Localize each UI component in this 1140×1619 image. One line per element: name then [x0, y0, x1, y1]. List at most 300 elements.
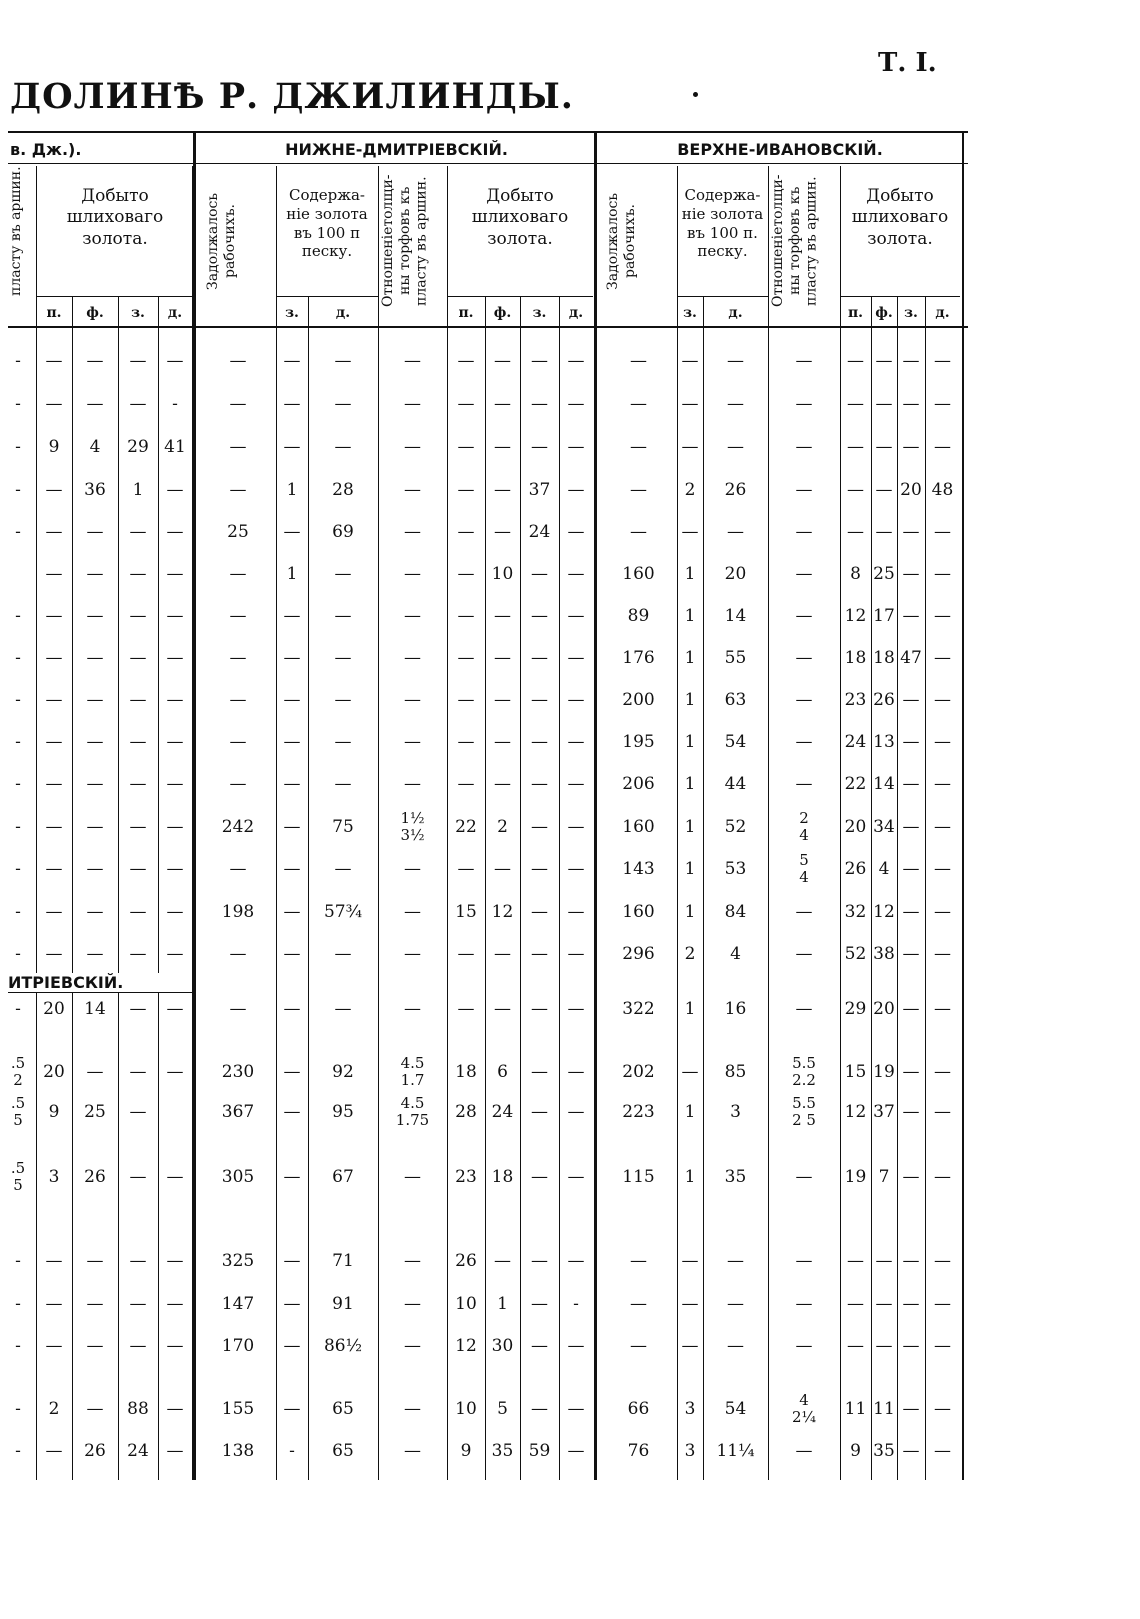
table-cell: 10	[491, 564, 514, 584]
table-cell: —	[334, 606, 352, 626]
table-cell: —	[567, 648, 585, 668]
table-cell: —	[795, 1167, 813, 1187]
table-cell: —	[45, 774, 63, 794]
table-cell: —	[934, 859, 951, 879]
table-cell: —	[404, 732, 421, 752]
table-cell: —	[494, 944, 511, 964]
table-cell: —	[404, 999, 421, 1019]
table-cell: —	[567, 859, 585, 879]
table-cell: —	[727, 1336, 744, 1356]
table-cell: —	[902, 999, 920, 1019]
table-cell: —	[404, 1441, 421, 1461]
table-cell: -	[15, 1441, 21, 1461]
table-cell: —	[166, 1441, 184, 1461]
table-cell: 170	[221, 1336, 255, 1356]
table-cell: 9	[48, 1102, 60, 1122]
table-cell: —	[86, 522, 104, 542]
table-cell: —	[457, 732, 475, 752]
table-cell: —	[494, 351, 511, 371]
table-cell: —	[934, 732, 951, 752]
table-cell: 143	[622, 859, 655, 879]
fraction-cell: 2 4	[799, 809, 809, 844]
table-cell: —	[166, 606, 184, 626]
table-cell: —	[934, 1167, 951, 1187]
table-cell: —	[283, 648, 301, 668]
table-cell: —	[166, 1062, 184, 1082]
table-cell: —	[531, 817, 548, 837]
table-cell: 28	[455, 1102, 477, 1122]
unit-label: ф.	[493, 305, 512, 321]
table-cell: —	[86, 817, 104, 837]
table-cell: 15	[844, 1062, 867, 1082]
table-cell: 66	[627, 1399, 650, 1419]
table-cell: 25	[873, 564, 895, 584]
table-cell: 59	[528, 1441, 551, 1461]
table-cell: 12	[455, 1336, 477, 1356]
table-cell: —	[45, 1294, 63, 1314]
table-cell: —	[166, 774, 184, 794]
col-header-soderzhanie: Содержа- ніе золота въ 100 п. песку.	[681, 186, 764, 261]
table-cell: 9	[850, 1441, 861, 1461]
table-cell: —	[45, 606, 63, 626]
table-cell: —	[129, 564, 147, 584]
table-cell: 2	[684, 480, 696, 500]
table-cell: 44	[724, 774, 747, 794]
section-break-label: ИТРІЕВСКІЙ.	[8, 973, 188, 992]
table-cell: 198	[221, 902, 255, 922]
table-cell: —	[166, 522, 184, 542]
table-cell: 1	[684, 999, 696, 1019]
table-cell: 2	[684, 944, 696, 964]
table-cell: 1	[497, 1294, 508, 1314]
table-cell: —	[494, 1251, 511, 1271]
stray-dot	[693, 92, 698, 97]
table-cell: —	[875, 1336, 893, 1356]
table-cell: —	[681, 437, 699, 457]
table-cell: —	[567, 690, 585, 710]
table-cell: —	[875, 1294, 893, 1314]
group-heading: ВЕРХНЕ-ИВАНОВСКІЙ.	[677, 140, 883, 159]
table-cell: —	[567, 564, 585, 584]
unit-label: ф.	[875, 305, 893, 321]
table-cell: —	[129, 1062, 147, 1082]
table-cell: 202	[622, 1062, 655, 1082]
table-cell: —	[531, 774, 548, 794]
table-cell: —	[531, 1102, 548, 1122]
table-cell: 20	[844, 817, 867, 837]
table-cell: —	[229, 351, 247, 371]
table-cell: —	[457, 999, 475, 1019]
table-cell: 155	[221, 1399, 255, 1419]
table-cell: 23	[455, 1167, 477, 1187]
rule-line	[8, 131, 968, 133]
table-cell: —	[129, 394, 147, 414]
table-cell: 14	[84, 999, 106, 1019]
table-cell: —	[283, 1336, 301, 1356]
table-cell: —	[934, 564, 951, 584]
table-cell: —	[457, 859, 475, 879]
table-cell: —	[630, 351, 647, 371]
table-cell: —	[229, 606, 247, 626]
table-cell: —	[681, 522, 699, 542]
table-cell: —	[531, 1294, 548, 1314]
table-cell: —	[129, 522, 147, 542]
table-cell: 55	[724, 648, 747, 668]
table-cell: —	[567, 1336, 585, 1356]
table-cell: 85	[724, 1062, 747, 1082]
table-cell: 63	[724, 690, 747, 710]
table-cell: —	[166, 564, 184, 584]
table-cell: 52	[844, 944, 867, 964]
unit-label: д.	[935, 305, 950, 321]
table-cell: -	[15, 902, 21, 922]
fraction-cell: 5 4	[799, 851, 809, 886]
table-cell: —	[129, 774, 147, 794]
table-cell: 38	[873, 944, 895, 964]
table-cell: —	[630, 394, 647, 414]
table-cell: —	[45, 902, 63, 922]
table-cell: —	[283, 1167, 301, 1187]
col-header-soderzhanie: Содержа- ніе золота въ 100 п песку.	[286, 186, 368, 261]
table-cell: —	[404, 564, 421, 584]
table-cell: 24	[528, 522, 551, 542]
table-cell: —	[795, 522, 813, 542]
table-cell: —	[334, 394, 352, 414]
table-cell: —	[795, 902, 813, 922]
table-cell: —	[795, 774, 813, 794]
table-cell: —	[283, 1102, 301, 1122]
fraction-cell: .5 5	[10, 1094, 26, 1129]
table-cell: —	[847, 1336, 864, 1356]
table-cell: —	[630, 480, 647, 500]
table-cell: —	[404, 690, 421, 710]
table-cell: 20	[873, 999, 895, 1019]
table-cell: 12	[491, 902, 514, 922]
table-cell: 12	[873, 902, 895, 922]
table-cell: —	[283, 902, 301, 922]
table-cell: —	[902, 1336, 920, 1356]
fraction-cell: 4.5 1.75	[395, 1094, 430, 1129]
table-cell: 92	[332, 1062, 354, 1082]
table-cell: 1	[684, 690, 696, 710]
table-cell: 26	[873, 690, 895, 710]
table-cell: 8	[850, 564, 861, 584]
table-cell: —	[283, 859, 301, 879]
table-cell: —	[166, 732, 184, 752]
table-cell: —	[902, 690, 920, 710]
table-cell: —	[45, 351, 63, 371]
table-cell: —	[334, 437, 352, 457]
table-cell: 16	[724, 999, 747, 1019]
table-cell: —	[494, 859, 511, 879]
table-cell: —	[902, 1399, 920, 1419]
table-cell: —	[531, 606, 548, 626]
table-cell: —	[567, 394, 585, 414]
table-cell: —	[86, 732, 104, 752]
rule-line	[8, 326, 968, 328]
col-header-otnoshenie: Отношеніетолщи- ны торфовъ къ пласту въ аршин.	[380, 174, 430, 308]
table-cell: —	[934, 606, 951, 626]
table-cell: 1	[684, 902, 696, 922]
table-cell: 115	[622, 1167, 655, 1187]
table-cell: —	[86, 648, 104, 668]
table-cell: —	[404, 648, 421, 668]
table-cell: —	[457, 437, 475, 457]
table-cell: —	[404, 480, 421, 500]
table-cell: —	[86, 1336, 104, 1356]
table-cell: —	[404, 394, 421, 414]
table-cell: 1	[684, 1167, 696, 1187]
unit-label: з.	[285, 305, 299, 321]
table-cell: —	[567, 606, 585, 626]
table-cell: 14	[873, 774, 895, 794]
table-cell: —	[334, 859, 352, 879]
table-cell: —	[531, 1062, 548, 1082]
table-cell: —	[531, 1399, 548, 1419]
table-cell: —	[875, 480, 893, 500]
table-cell: —	[902, 1251, 920, 1271]
table-cell: —	[45, 564, 63, 584]
rule-line	[8, 992, 192, 993]
table-cell: —	[494, 437, 511, 457]
table-cell: —	[902, 606, 920, 626]
table-cell: —	[457, 522, 475, 542]
table-cell: 160	[622, 902, 655, 922]
table-cell: —	[847, 480, 864, 500]
table-cell: 35	[724, 1167, 747, 1187]
fraction-cell: .5 2	[10, 1054, 26, 1089]
table-cell: —	[795, 564, 813, 584]
table-cell: 26	[455, 1251, 477, 1271]
table-cell: 1	[684, 817, 696, 837]
table-cell: 1	[286, 564, 298, 584]
table-cell: —	[531, 1251, 548, 1271]
table-cell: —	[129, 648, 147, 668]
table-cell: —	[567, 774, 585, 794]
table-cell: —	[334, 564, 352, 584]
table-cell: 65	[332, 1399, 354, 1419]
table-cell: —	[531, 351, 548, 371]
table-cell: —	[630, 1294, 647, 1314]
table-cell: 1	[684, 859, 696, 879]
table-cell: —	[283, 944, 301, 964]
table-cell: —	[86, 606, 104, 626]
table-cell: -	[15, 859, 21, 879]
table-cell: —	[229, 394, 247, 414]
table-cell: 48	[931, 480, 954, 500]
table-cell: —	[567, 902, 585, 922]
table-cell: —	[795, 1251, 813, 1271]
table-cell: 325	[221, 1251, 255, 1271]
table-cell: 24	[491, 1102, 514, 1122]
table-cell: —	[727, 351, 744, 371]
table-cell: —	[129, 902, 147, 922]
table-cell: —	[934, 1294, 951, 1314]
table-cell: —	[457, 690, 475, 710]
table-cell: 1	[286, 480, 298, 500]
table-cell: 3	[730, 1102, 741, 1122]
column-line	[594, 131, 597, 1480]
table-cell: 24	[127, 1441, 149, 1461]
group-heading: НИЖНЕ-ДМИТРІЕВСКІЙ.	[285, 140, 508, 159]
table-cell: 23	[844, 690, 867, 710]
table-cell: —	[567, 1062, 585, 1082]
table-cell: —	[229, 999, 247, 1019]
table-cell: —	[494, 522, 511, 542]
table-cell: —	[934, 648, 951, 668]
table-cell: —	[795, 648, 813, 668]
table-cell: —	[494, 648, 511, 668]
table-cell: —	[531, 564, 548, 584]
table-cell: 19	[844, 1167, 867, 1187]
table-cell: 200	[622, 690, 655, 710]
table-cell: —	[727, 522, 744, 542]
table-cell: —	[567, 1102, 585, 1122]
table-cell: —	[404, 944, 421, 964]
table-cell: —	[727, 394, 744, 414]
table-cell: —	[795, 1294, 813, 1314]
table-cell: —	[86, 1294, 104, 1314]
table-cell: —	[334, 732, 352, 752]
table-cell: —	[166, 1167, 184, 1187]
table-cell: —	[283, 1062, 301, 1082]
table-cell: 89	[627, 606, 650, 626]
table-cell: —	[45, 480, 63, 500]
table-cell: 19	[873, 1062, 895, 1082]
table-cell: —	[334, 944, 352, 964]
table-cell: —	[457, 351, 475, 371]
table-cell: 11	[873, 1399, 895, 1419]
table-cell: 12	[844, 606, 867, 626]
table-cell: —	[727, 1251, 744, 1271]
table-cell: -	[15, 732, 21, 752]
table-cell: —	[404, 859, 421, 879]
table-cell: 57¾	[323, 902, 363, 922]
table-cell: —	[404, 606, 421, 626]
table-cell: —	[229, 437, 247, 457]
table-cell: 1	[684, 1102, 696, 1122]
table-cell: —	[934, 522, 951, 542]
table-cell: —	[86, 1062, 104, 1082]
table-cell: 76	[627, 1441, 650, 1461]
table-cell: —	[934, 437, 951, 457]
table-cell: —	[934, 1062, 951, 1082]
table-cell: —	[902, 859, 920, 879]
table-cell: —	[630, 522, 647, 542]
table-cell: —	[166, 690, 184, 710]
table-cell: —	[795, 394, 813, 414]
column-line	[193, 131, 196, 1480]
unit-label: п.	[847, 305, 864, 321]
table-cell: —	[902, 944, 920, 964]
col-header-otnoshenie: Отношеніетолщи- ны торфовъ къ пласту въ аршин.	[770, 174, 820, 308]
table-cell: 305	[221, 1167, 255, 1187]
table-cell: 11	[844, 1399, 867, 1419]
table-cell: 9	[48, 437, 60, 457]
table-cell: —	[630, 1251, 647, 1271]
table-cell: —	[875, 437, 893, 457]
table-cell: —	[934, 944, 951, 964]
fraction-cell: 5.5 2.2	[792, 1054, 816, 1089]
table-cell: —	[45, 817, 63, 837]
table-cell: 176	[622, 648, 655, 668]
table-cell: —	[45, 859, 63, 879]
table-cell: —	[902, 522, 920, 542]
table-cell: -	[15, 1251, 21, 1271]
table-cell: —	[404, 437, 421, 457]
table-cell: —	[727, 1294, 744, 1314]
table-cell: —	[129, 817, 147, 837]
table-cell: -	[289, 1441, 295, 1461]
table-cell: —	[129, 690, 147, 710]
table-cell: 20	[43, 999, 65, 1019]
table-cell: —	[795, 437, 813, 457]
table-cell: 24	[844, 732, 867, 752]
table-cell: —	[166, 859, 184, 879]
table-cell: —	[45, 1251, 63, 1271]
table-cell: —	[494, 999, 511, 1019]
table-cell: 9	[460, 1441, 472, 1461]
rule-line	[8, 163, 968, 164]
table-cell: 4	[89, 437, 101, 457]
table-cell: 26	[724, 480, 747, 500]
table-cell: —	[45, 1441, 63, 1461]
table-cell: —	[283, 394, 301, 414]
table-cell: 3	[684, 1441, 696, 1461]
table-cell: 160	[622, 564, 655, 584]
table-cell: 14	[724, 606, 747, 626]
table-cell: —	[457, 394, 475, 414]
table-cell: 10	[455, 1399, 477, 1419]
table-cell: —	[129, 859, 147, 879]
fraction-cell: .5 5	[10, 1159, 26, 1194]
table-cell: —	[531, 902, 548, 922]
table-cell: —	[229, 648, 247, 668]
table-cell: —	[166, 902, 184, 922]
table-cell: —	[86, 774, 104, 794]
table-cell: —	[45, 1336, 63, 1356]
unit-label: з.	[904, 305, 918, 321]
table-cell: 1	[132, 480, 144, 500]
table-cell: 65	[332, 1441, 354, 1461]
table-cell: 3	[684, 1399, 696, 1419]
table-cell: —	[847, 437, 864, 457]
table-cell: —	[86, 902, 104, 922]
table-cell: 138	[221, 1441, 255, 1461]
col-header-dobyto: Добыто шлиховаго золота.	[471, 186, 569, 249]
table-cell: 32	[844, 902, 867, 922]
table-cell: —	[45, 648, 63, 668]
table-cell: 195	[622, 732, 655, 752]
table-cell: —	[129, 1294, 147, 1314]
table-cell: —	[283, 606, 301, 626]
table-cell: -	[15, 690, 21, 710]
table-cell: 296	[622, 944, 655, 964]
table-cell: —	[166, 1294, 184, 1314]
table-cell: —	[494, 690, 511, 710]
group-heading: в. Дж.).	[10, 140, 82, 159]
table-cell: —	[129, 999, 147, 1019]
table-cell: 1	[684, 732, 696, 752]
table-cell: —	[494, 606, 511, 626]
table-cell: 26	[844, 859, 867, 879]
table-cell: —	[902, 564, 920, 584]
table-cell: —	[129, 944, 147, 964]
table-cell: —	[847, 351, 864, 371]
table-cell: 230	[221, 1062, 255, 1082]
table-cell: —	[875, 394, 893, 414]
table-cell: —	[934, 1441, 951, 1461]
